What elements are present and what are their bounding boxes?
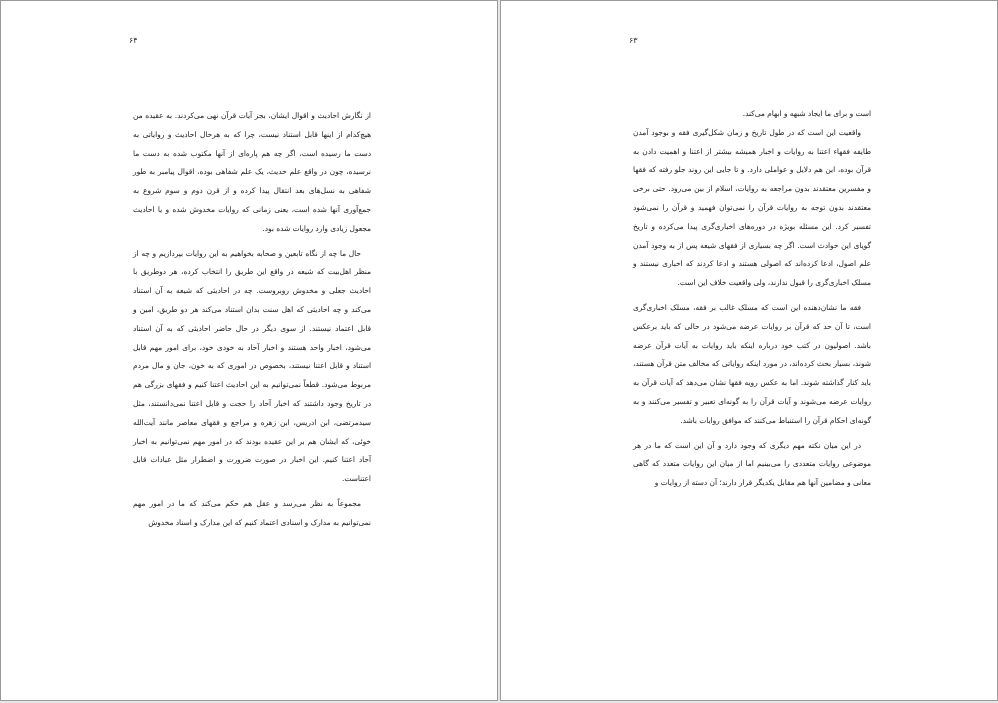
page-body	[133, 107, 371, 533]
paragraph: مجموعاً به نظر می‌رسد و عقل هم حکم می‌کند که ما در امور مهم نمی‌توانیم به مدارک و اسنادی اعتماد کنیم که این مدارک و اسناد مخدوش	[133, 498, 371, 527]
left-page	[0, 0, 498, 701]
paragraph: در این میان نکته مهم دیگری که وجود دارد و آن این است که ما در هر موضوعی روایات متعددی را می‌بینیم اما از میان این روایات متعدد که گاهی معانی و مضامین آنها هم مقابل یکدیگر قرار دارند؛ آن دسته از روایات و	[633, 440, 871, 488]
page-number: ۶۳	[629, 36, 638, 45]
paragraph: است و برای ما ایجاد شبهه و ابهام می‌کند.	[742, 109, 871, 118]
paragraph: واقعیت این است که در طول تاریخ و زمان شکل‌گیری فقه و بوجود آمدن طایفه فقهاء اعتنا به روایات و اخبار همیشه بیشتر از اعتنا و اهمیت دادن به قرآن بوده، این هم دلایل و عواملی دارد. و تا جایی این روند جلو رفته که فقها و مفسرین معتقدند بدون مراجعه به روایات، اسلام از بین می‌رود. حتی برخی معتقدند بدون توجه به روایات قرآن را نمی‌توان فهمید و قرآن را نمی‌شود تفسیر کرد. این مسئله بویژه در دوره‌های اخباری‌گری پیدا می‌کرده و تاریخ گویای این حوادث است. اگر چه بسیاری از فقهای شیعه پس از به وجود آمدن علم اصول، ادعا کرده‌اند که اصولی هستند و ادعا کردند که اخباری نیستند و مسلک اخباری‌گری را قبول ندارند، ولی واقعیت خلاف این است.	[633, 127, 871, 288]
paragraph: فقه ما نشان‌دهنده این است که مسلک غالب بر فقه، مسلک اخباری‌گری است، تا آن حد که قرآن بر روایات عرضه می‌شود در حالی که باید برعکس باشد. اصولیون در کتب خود درباره اینکه باید روایات به آیات قرآن عرضه شوند، بسیار بحث کرده‌اند، در مورد اینکه روایاتی که مخالف متن قرآن هستند، باید کنار گذاشته شوند. اما به عکس رویه فقها نشان می‌دهد که آیات قرآن به روایات عرضه می‌شوند و آیات قرآن را به گونه‌ای تعبیر و تفسیر می‌کنند و به گونه‌ای احکام قرآن را استنباط می‌کنند که موافق روایات باشد.	[633, 302, 871, 425]
paragraph: حال ما چه از نگاه تابعین و صحابه بخواهیم به این روایات بپردازیم و چه از منظر اهل‌بیت که شیعه در واقع این طریق را انتخاب کرده، هر دوطریق با احادیث جعلی و مخدوش روبروست. چه در احادیثی که شیعه به آن استناد می‌کند و چه احادیثی که اهل سنت بدان استناد می‌کند هر دو طریق، امین و قابل اعتماد نیستند. از سوی دیگر در حال حاضر احادیثی که به آن استناد می‌شود، اخبار واحد هستند و اخبار آحاد به خودی خود، برای امور مهم قابل استناد و قابل اعتنا نیستند، بخصوص در اموری که به خون، جان و مال مردم مربوط می‌شود. قطعاً نمی‌توانیم به این احادیث اعتنا کنیم و فقهای بزرگی هم در تاریخ وجود داشتند که اخبار آحاد را حجت و قابل اعتنا نمی‌دانستند، مثل سیدمرتضی، ابن ادریس، ابن زهره و مراجع و فقهای معاصر مانند آیت‌الله خوئی، که ایشان هم بر این عقیده بودند که در امور مهم نمی‌توانیم به اخبار آحاد اعتنا کنیم. این اخبار در صورت ضرورت و اضطرار مثل عبادات قابل اعتناست.	[133, 248, 371, 484]
right-page	[500, 0, 998, 701]
page-number: ۶۴	[129, 36, 138, 45]
paragraph: از نگارش احادیث و اقوال ایشان، بجز آیات قرآن نهی می‌کردند. به عقیده من هیچ‌کدام از اینها قابل استناد نیست، چرا که به هرحال احادیث و روایاتی به دست ما رسیده است، اگر چه هم پاره‌ای از آنها مکتوب شده به دست ما نرسیده، چون در واقع علم حدیث، یک علم شفاهی بوده، اقوال پیامبر به طور شفاهی به نسل‌های بعد انتقال پیدا کرده و از قرن دوم و سوم شروع به جمع‌آوری آنها شده است، یعنی زمانی که روایات مخدوش شده و یا احادیث مجعول زیادی وارد روایات شده بود.	[133, 111, 371, 233]
page-body	[633, 105, 871, 493]
